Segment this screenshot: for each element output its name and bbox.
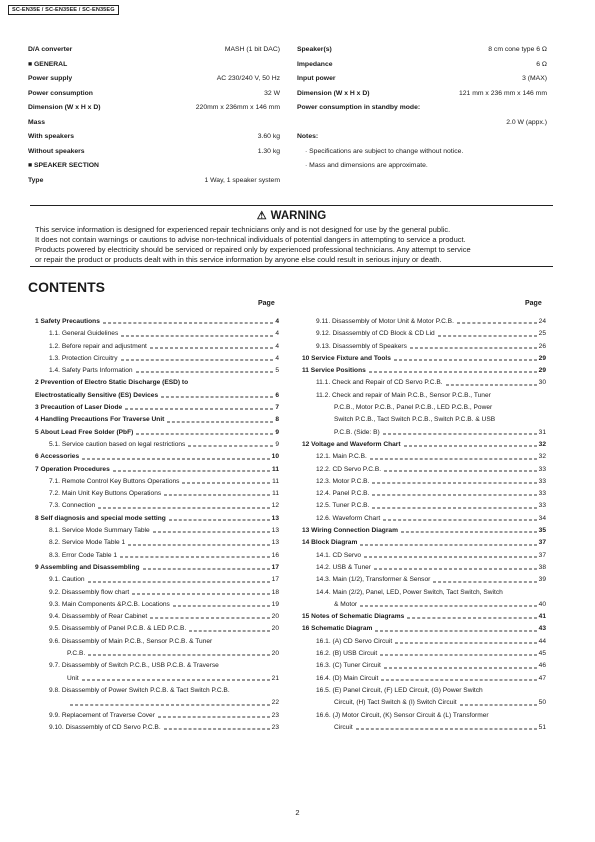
toc-leader: [372, 484, 537, 496]
toc-leader: [150, 607, 270, 619]
toc-leader: [113, 459, 270, 471]
spec-label: Power consumption: [28, 89, 93, 97]
toc-entry-title: 12.5. Tuner P.C.B.: [316, 502, 370, 510]
spec-label: · Specifications are subject to change without notice.: [305, 147, 464, 155]
toc-leader: [460, 693, 537, 705]
toc-leader: [384, 459, 537, 471]
toc-entry-title: 3 Precaution of Laser Diode: [35, 404, 123, 412]
toc-leader: [158, 705, 270, 717]
toc-entry-title: 15 Notes of Schematic Diagrams: [302, 613, 405, 621]
toc-entry-title: 1.3. Protection Circuitry: [49, 354, 118, 362]
toc-entry-title: 12.6. Waveform Chart: [316, 514, 381, 522]
toc-leader: [356, 717, 537, 729]
toc-entry-title: 16 Schematic Diagram: [302, 625, 373, 633]
toc-entry[interactable]: [302, 574, 546, 586]
toc-page-number: 51: [538, 723, 546, 731]
toc-entry-title: P.C.B. (Side: B): [334, 428, 380, 436]
toc-leader: [374, 557, 537, 569]
model-tag: SC-EN35E / SC-EN35EE / SC-EN35EG: [8, 5, 119, 15]
toc-page-number: 44: [538, 637, 546, 645]
toc-entry-title: 9.3. Main Components &P.C.B. Locations: [49, 600, 170, 608]
toc-leader: [167, 410, 273, 422]
spec-label: Notes:: [297, 133, 319, 140]
toc-leader: [136, 361, 273, 373]
toc-entry-title: 13 Wiring Connection Diagram: [302, 527, 398, 535]
page-header-left: Page: [258, 300, 275, 307]
spec-row: [28, 101, 280, 116]
spec-value: 2.0 W (appx.): [506, 118, 547, 126]
toc-entry-title: 16.1. (A) CD Servo Circuit: [316, 637, 393, 645]
toc-entry-title: 16.4. (D) Main Circuit: [316, 674, 379, 682]
toc-page-number: 23: [271, 723, 279, 731]
toc-page-number: 25: [538, 330, 546, 338]
toc-entry-title: 9.13. Disassembly of Speakers: [316, 342, 407, 350]
toc-leader: [98, 496, 270, 508]
spec-label: Mass: [28, 118, 46, 126]
spec-value: 6 Ω: [536, 60, 547, 68]
spec-value: 1 Way, 1 speaker system: [204, 176, 280, 184]
toc-entry-title: 9.10. Disassembly of CD Servo P.C.B.: [49, 723, 161, 731]
toc-page-number: 37: [538, 539, 546, 547]
toc-entry-title: 6 Accessories: [35, 453, 80, 461]
toc-entry-title: P.C.B.: [67, 650, 86, 658]
toc-leader: [383, 508, 537, 520]
toc-page-number: 33: [538, 465, 546, 473]
toc-leader: [125, 398, 273, 410]
warning-line: It does not contain warnings or cautions to advise non-technical individuals of potential dangers in attempting to service a product.: [35, 235, 466, 244]
spec-row: [297, 58, 547, 73]
spec-row: [28, 116, 280, 131]
specs-left: [28, 43, 280, 188]
toc-entry-title: 11.2. Check and repair of Main P.C.B., Sensor P.C.B., Tuner: [316, 391, 491, 399]
toc-entry-title: 1.2. Before repair and adjustment: [49, 342, 147, 350]
toc-leader: [433, 570, 537, 582]
spec-value: 8 cm cone type 6 Ω: [488, 46, 547, 53]
toc-entry-title: 16.3. (C) Tuner Circuit: [316, 662, 381, 670]
toc-leader: [401, 521, 537, 533]
toc-leader: [164, 717, 270, 729]
warning-text: [35, 225, 548, 265]
warning-line: or repair the product or products dealt with in this service information by anyone else could result in serious injury or death.: [35, 255, 442, 264]
toc-leader: [82, 447, 270, 459]
toc-entry-title: 14.1. CD Servo: [316, 551, 362, 559]
toc-entry-title: 9.8. Disassembly of Power Switch P.C.B. & Tact Switch P.C.B.: [49, 686, 230, 694]
spec-label: Power supply: [28, 75, 73, 82]
toc-page-number: 20: [271, 625, 279, 633]
toc-leader: [372, 471, 537, 483]
toc-leader: [457, 312, 537, 324]
toc-leader: [438, 324, 537, 336]
toc-entry-title: 12 Voltage and Waveform Chart: [302, 440, 401, 448]
toc-leader: [169, 508, 270, 520]
toc-page-number: 21: [271, 674, 279, 682]
spec-row: [297, 43, 547, 58]
toc-leader: [82, 668, 270, 680]
toc-entry[interactable]: [35, 648, 279, 660]
toc-entry[interactable]: [302, 697, 546, 709]
toc-page-number: 40: [538, 600, 546, 608]
toc-entry-title: 16.5. (E) Panel Circuit, (F) LED Circuit, (G) Power Switch: [316, 686, 483, 694]
toc-entry-title: 4 Handling Precautions For Traverse Unit: [35, 416, 165, 424]
toc-page-number: 50: [538, 699, 546, 707]
toc-leader: [375, 619, 537, 631]
toc-entry-title: 16.6. (J) Motor Circuit, (K) Sensor Circuit & (L) Transformer: [316, 711, 489, 719]
toc-leader: [173, 594, 270, 606]
toc-entry-title: 7.2. Main Unit Key Buttons Operations: [49, 490, 162, 498]
spec-value: 121 mm x 236 mm x 146 mm: [458, 89, 547, 97]
toc-leader: [132, 582, 270, 594]
toc-page-number: 16: [271, 551, 279, 559]
spec-label: Speaker(s): [297, 46, 332, 53]
toc-page-number: 33: [538, 502, 546, 510]
toc-entry-title: 1 Safety Precautions: [35, 318, 100, 325]
contents-title: CONTENTS: [28, 279, 105, 295]
spec-row: [28, 159, 280, 174]
toc-page-number: 29: [538, 354, 546, 362]
toc-entry-title: 12.1. Main P.C.B.: [316, 453, 367, 461]
warning-title-text: WARNING: [270, 210, 327, 222]
toc-entry-title: 14.2. USB & Tuner: [316, 563, 371, 571]
spec-row: [28, 43, 280, 58]
toc-leader: [394, 348, 537, 360]
toc-leader: [120, 545, 270, 557]
toc-page-number: 18: [271, 588, 279, 596]
toc-entry[interactable]: [302, 402, 546, 414]
toc-page-number: 19: [271, 600, 279, 608]
toc-page-number: 4: [275, 318, 279, 325]
toc-page-number: 47: [538, 674, 546, 682]
toc-page-number: 9: [275, 428, 279, 436]
toc-page-number: 23: [271, 711, 279, 719]
toc-page-number: 32: [538, 440, 546, 448]
toc-entry-title: 7.1. Remote Control Key Buttons Operations: [49, 477, 180, 485]
spec-row: [297, 87, 547, 102]
toc-entry-title: 9.6. Disassembly of Main P.C.B., Sensor P.C.B. & Tuner: [49, 637, 213, 645]
toc-page-number: 31: [538, 428, 546, 436]
toc-page-number: 41: [538, 613, 546, 621]
spec-value: 3 (MAX): [522, 75, 547, 82]
spec-label: ■ GENERAL: [28, 60, 68, 68]
page-number: 2: [295, 808, 300, 817]
toc-leader: [121, 324, 273, 336]
toc-page-number: 11: [272, 465, 279, 473]
toc-entry[interactable]: [35, 673, 279, 685]
toc-leader: [188, 434, 273, 446]
toc-right-column: [302, 316, 546, 734]
toc-page-number: 38: [538, 563, 546, 571]
page-header-right: Page: [525, 300, 542, 307]
spec-row: [297, 101, 547, 116]
spec-row: [297, 116, 547, 131]
toc-page-number: 17: [271, 576, 279, 584]
spec-label: Type: [28, 176, 44, 184]
toc-entry-title: 9.4. Disassembly of Rear Cabinet: [49, 613, 148, 621]
toc-entry-title: 11 Service Positions: [302, 367, 366, 375]
toc-page-number: 9: [275, 440, 279, 448]
toc-page-number: 22: [271, 699, 279, 707]
toc-leader: [164, 484, 270, 496]
toc-page-number: 33: [538, 490, 546, 498]
spec-row: [297, 159, 547, 174]
spec-label: Power consumption in standby mode:: [297, 104, 421, 111]
spec-label: Input power: [297, 75, 336, 82]
toc-page-number: 13: [271, 539, 279, 547]
toc-page-number: 5: [275, 367, 279, 375]
toc-entry-title: 14 Block Diagram: [302, 539, 358, 547]
toc-entry-title: 9 Assembling and Disassembling: [35, 563, 140, 571]
toc-entry-title: 9.7. Disassembly of Switch P.C.B., USB P.C.B. & Traverse: [49, 662, 219, 670]
specs-right: [297, 43, 547, 174]
toc-page-number: 33: [538, 477, 546, 485]
toc-page-number: 13: [271, 514, 279, 522]
toc-entry-title: 12.2. CD Servo P.C.B.: [316, 465, 382, 473]
toc-page-number: 17: [271, 563, 279, 571]
toc-leader: [446, 373, 537, 385]
toc-leader: [380, 644, 537, 656]
toc-entry-title: 8.1. Service Mode Summary Table: [49, 527, 150, 535]
toc-entry[interactable]: [35, 722, 279, 734]
toc-leader: [372, 496, 537, 508]
toc-leader: [88, 570, 270, 582]
toc-page-number: 4: [275, 354, 279, 362]
toc-entry-title: 9.9. Replacement of Traverse Cover: [49, 711, 155, 719]
toc-page-number: 39: [538, 576, 546, 584]
toc-entry-title: 1.1. General Guidelines: [49, 330, 119, 338]
toc-page-number: 20: [271, 613, 279, 621]
toc-entry-title: 8.2. Service Mode Table 1: [49, 539, 126, 547]
toc-entry-title: Unit: [67, 674, 79, 682]
toc-page-number: 37: [538, 551, 546, 559]
toc-page-number: 11: [272, 477, 279, 485]
spec-value: MASH (1 bit DAC): [224, 46, 280, 53]
spec-row: [297, 72, 547, 87]
toc-leader: [370, 447, 537, 459]
toc-entry-title: 10 Service Fixture and Tools: [302, 354, 391, 362]
warning-icon: ⚠: [256, 210, 267, 222]
toc-entry-title: 2 Prevention of Electro Static Discharge (ESD) to: [35, 379, 189, 387]
toc-entry-title: 14.3. Main (1/2), Transformer & Sensor: [316, 576, 431, 584]
toc-entry-title: 9.1. Caution: [49, 576, 85, 584]
toc-leader: [189, 619, 270, 631]
toc-leader: [161, 385, 273, 397]
toc-entry-title: Circuit: [334, 723, 353, 731]
spec-label: Dimension (W x H x D): [28, 104, 101, 111]
toc-leader: [128, 533, 270, 545]
toc-entry-title: 9.2. Disassembly flow chart: [49, 588, 130, 596]
spec-label: Without speakers: [28, 147, 85, 155]
toc-entry-title: 9.11. Disassembly of Motor Unit & Motor P.C.B.: [316, 318, 454, 325]
toc-page-number: 35: [538, 527, 546, 535]
spec-row: [28, 87, 280, 102]
toc-leader: [143, 557, 270, 569]
toc-leader: [88, 644, 270, 656]
toc-leader: [136, 422, 273, 434]
toc-entry-title: 9.12. Disassembly of CD Block & CD Lid: [316, 330, 435, 338]
toc-entry-title: Electrostatically Sensitive (ES) Devices: [35, 391, 159, 399]
toc-entry-title: 7 Operation Procedures: [35, 465, 110, 473]
toc-entry[interactable]: [302, 673, 546, 685]
toc-entry-title: Circuit, (H) Tact Switch & (I) Switch Circuit: [334, 699, 457, 707]
toc-left-column: [35, 316, 279, 734]
toc-page-number: 45: [538, 650, 546, 658]
toc-page-number: 13: [271, 527, 279, 535]
toc-leader: [150, 336, 273, 348]
spec-label: Dimension (W x H x D): [297, 89, 370, 97]
spec-value: 220mm x 236mm x 146 mm: [195, 104, 280, 111]
toc-entry-title: 8 Self diagnosis and special mode setting: [35, 514, 166, 522]
toc-leader: [153, 521, 270, 533]
toc-page-number: 43: [538, 625, 546, 633]
toc-page-number: 11: [272, 490, 279, 498]
toc-entry[interactable]: [35, 365, 279, 377]
toc-leader: [407, 607, 537, 619]
warning-line: This service information is designed for experienced repair technicians only and is not designed for use by the general public.: [35, 225, 451, 234]
toc-entry-title: 9.5. Disassembly of Panel P.C.B. & LED P.C.B.: [49, 625, 187, 633]
toc-entry-title: 16.2. (B) USB Circuit: [316, 650, 378, 658]
toc-page-number: 7: [275, 404, 279, 412]
toc-entry-title: Switch P.C.B., Tact Switch P.C.B., Switch P.C.B. & USB: [334, 416, 496, 424]
toc-entry-title: 12.3. Motor P.C.B.: [316, 477, 370, 485]
spec-label: ■ SPEAKER SECTION: [28, 162, 99, 169]
toc-page-number: 20: [271, 650, 279, 658]
warning-line: Products powered by electricity should be serviced or repaired only by experienced professional technicians. Any attempt to service: [35, 245, 471, 254]
toc-entry-title: 14.4. Main (2/2), Panel, LED, Power Switch, Tact Switch, Switch: [316, 588, 503, 596]
toc-page-number: 46: [538, 662, 546, 670]
toc-leader: [395, 631, 537, 643]
toc-entry-title: 1.4. Safety Parts Information: [49, 367, 133, 375]
toc-leader: [360, 594, 537, 606]
spec-row: [28, 58, 280, 73]
toc-page-number: 12: [271, 502, 279, 510]
toc-page-number: 4: [275, 330, 279, 338]
spec-row: [28, 174, 280, 189]
toc-entry-title: 8.3. Error Code Table 1: [49, 551, 118, 559]
toc-page-number: 30: [538, 379, 546, 387]
toc-leader: [381, 668, 537, 680]
toc-entry-title: & Motor: [334, 600, 358, 608]
spec-row: [28, 130, 280, 145]
spec-row: [297, 130, 547, 145]
toc-entry-title: 11.1. Check and Repair of CD Servo P.C.B.: [316, 379, 443, 387]
spec-row: [28, 72, 280, 87]
toc-entry[interactable]: [302, 722, 546, 734]
spec-value: 3.60 kg: [257, 133, 280, 140]
spec-label: · Mass and dimensions are approximate.: [305, 162, 428, 169]
spec-row: [28, 145, 280, 160]
toc-entry-title: 5 About Lead Free Solder (PbF): [35, 428, 134, 436]
warning-title: [30, 209, 553, 222]
toc-leader: [121, 348, 273, 360]
toc-leader: [364, 545, 537, 557]
spec-row: [297, 145, 547, 160]
toc-page-number: 6: [275, 391, 279, 399]
toc-leader: [103, 312, 273, 324]
toc-leader: [384, 656, 537, 668]
toc-leader: [70, 693, 270, 705]
spec-value: 1.30 kg: [257, 147, 280, 155]
spec-label: With speakers: [28, 133, 75, 140]
toc-leader: [360, 533, 537, 545]
toc-entry-title: P.C.B., Motor P.C.B., Panel P.C.B., LED P.C.B., Power: [334, 404, 493, 412]
toc-entry-title: 12.4. Panel P.C.B.: [316, 490, 370, 498]
toc-page-number: 10: [271, 453, 279, 461]
toc-page-number: 26: [538, 342, 546, 350]
toc-page-number: 32: [538, 453, 546, 461]
toc-entry[interactable]: [302, 390, 546, 402]
toc-page-number: 29: [538, 367, 546, 375]
toc-page-number: 8: [275, 416, 279, 424]
toc-page-number: 34: [538, 514, 546, 522]
spec-label: D/A converter: [28, 46, 73, 53]
toc-leader: [383, 422, 537, 434]
toc-entry[interactable]: [35, 623, 279, 635]
toc-page-number: 4: [275, 342, 279, 350]
spec-value: AC 230/240 V, 50 Hz: [216, 75, 280, 82]
toc-leader: [369, 361, 537, 373]
warning-box: [30, 205, 553, 267]
toc-page-number: 24: [538, 318, 546, 325]
toc-leader: [410, 336, 537, 348]
toc-leader: [404, 434, 537, 446]
toc-leader: [182, 471, 270, 483]
spec-value: 32 W: [264, 89, 280, 97]
spec-label: Impedance: [297, 60, 333, 68]
toc-entry-title: 5.1. Service caution based on legal restrictions: [49, 440, 186, 448]
toc-entry[interactable]: [302, 377, 546, 389]
toc-entry-title: 7.3. Connection: [49, 502, 96, 510]
